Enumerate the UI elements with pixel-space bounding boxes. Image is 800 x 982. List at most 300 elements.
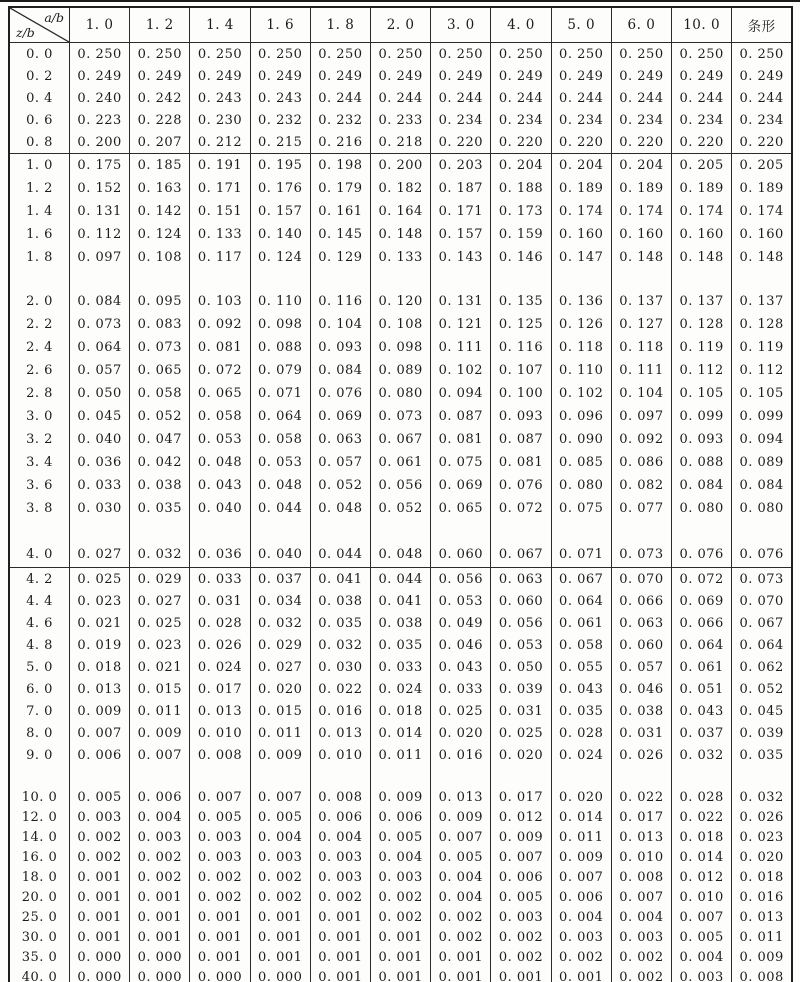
table-row: [9, 154, 792, 178]
value-cell: 0. 067: [491, 541, 551, 568]
value-cell: 0. 090: [551, 428, 611, 451]
value-cell: 0. 001: [250, 907, 310, 927]
column-header: 1. 0: [70, 7, 130, 43]
row-label: 35. 0: [21, 949, 58, 965]
value-cell: 0. 031: [611, 722, 671, 744]
table-row: [9, 405, 792, 428]
corner-label-z-over-b: z/b: [16, 25, 35, 40]
value-cell: 0. 010: [190, 722, 250, 744]
value-cell: 0. 001: [371, 967, 431, 982]
value-cell: 0. 234: [611, 109, 671, 131]
value-cell: 0. 243: [190, 87, 250, 109]
value-cell: 0. 065: [190, 382, 250, 405]
row-label: 1. 0: [26, 158, 53, 173]
value-cell: 0. 099: [672, 405, 732, 428]
value-cell: 0. 136: [551, 290, 611, 313]
value-cell: 0. 024: [551, 744, 611, 766]
row-label: 0. 2: [26, 68, 53, 84]
column-header: 5. 0: [551, 7, 611, 43]
value-cell: 0. 033: [70, 474, 130, 497]
column-header: 1. 8: [310, 7, 370, 43]
value-cell: 0. 026: [732, 807, 792, 827]
value-cell: 0. 084: [310, 359, 370, 382]
value-cell: 0. 163: [130, 177, 190, 200]
value-cell: 0. 097: [611, 405, 671, 428]
value-cell: 0. 006: [491, 867, 551, 887]
row-label: 0. 8: [9, 131, 70, 154]
value-cell: 0. 152: [70, 177, 130, 200]
value-cell: 0. 002: [130, 847, 190, 867]
value-cell: 0. 038: [371, 612, 431, 634]
influence-coefficient-table: [8, 6, 793, 982]
value-cell: 0. 030: [310, 656, 370, 678]
value-cell: 0. 009: [371, 787, 431, 807]
value-cell: 0. 072: [491, 497, 551, 520]
value-cell: 0. 207: [130, 131, 190, 154]
spacer-row: [9, 269, 792, 290]
value-cell: 0. 069: [310, 405, 370, 428]
value-cell: 0. 066: [611, 590, 671, 612]
value-cell: 0. 012: [672, 867, 732, 887]
value-cell: 0. 148: [732, 246, 792, 269]
value-cell: 0. 135: [491, 290, 551, 313]
value-cell: 0. 058: [250, 428, 310, 451]
value-cell: 0. 002: [250, 867, 310, 887]
value-cell: 0. 016: [310, 700, 370, 722]
row-label: 2. 2: [26, 317, 53, 332]
value-cell: 0. 018: [732, 867, 792, 887]
value-cell: 0. 250: [310, 43, 370, 66]
value-cell: 0. 064: [70, 336, 130, 359]
spacer-cell: [9, 269, 70, 290]
value-cell: 0. 198: [310, 154, 370, 178]
value-cell: 0. 038: [611, 700, 671, 722]
value-cell: 0. 124: [250, 246, 310, 269]
value-cell: 0. 189: [611, 177, 671, 200]
value-cell: 0. 067: [371, 428, 431, 451]
value-cell: 0. 174: [551, 200, 611, 223]
value-cell: 0. 013: [431, 787, 491, 807]
value-cell: 0. 016: [431, 744, 491, 766]
value-cell: 0. 036: [190, 541, 250, 568]
value-cell: 0. 092: [190, 313, 250, 336]
value-cell: 0. 055: [551, 656, 611, 678]
value-cell: 0. 099: [732, 405, 792, 428]
value-cell: 0. 007: [70, 722, 130, 744]
table-row: [9, 474, 792, 497]
value-cell: 0. 220: [491, 131, 551, 154]
value-cell: 0. 160: [551, 223, 611, 246]
value-cell: 0. 060: [431, 541, 491, 568]
value-cell: 0. 133: [190, 223, 250, 246]
value-cell: 0. 043: [190, 474, 250, 497]
value-cell: 0. 073: [130, 336, 190, 359]
value-cell: 0. 060: [611, 634, 671, 656]
value-cell: 0. 035: [732, 744, 792, 766]
value-cell: 0. 244: [551, 87, 611, 109]
value-cell: 0. 218: [371, 131, 431, 154]
value-cell: 0. 161: [310, 200, 370, 223]
value-cell: 0. 100: [491, 382, 551, 405]
value-cell: 0. 020: [551, 787, 611, 807]
value-cell: 0. 220: [431, 131, 491, 154]
value-cell: 0. 025: [491, 722, 551, 744]
value-cell: 0. 048: [310, 497, 370, 520]
value-cell: 0. 089: [371, 359, 431, 382]
spacer-cell: [190, 269, 250, 290]
value-cell: 0. 049: [431, 612, 491, 634]
row-label: 4. 2: [26, 571, 53, 587]
value-cell: 0. 073: [611, 541, 671, 568]
value-cell: 0. 157: [431, 223, 491, 246]
value-cell: 0. 073: [371, 405, 431, 428]
table-row: [9, 967, 792, 982]
value-cell: 0. 022: [611, 787, 671, 807]
value-cell: 0. 250: [130, 43, 190, 66]
value-cell: 0. 018: [70, 656, 130, 678]
value-cell: 0. 017: [190, 678, 250, 700]
value-cell: 0. 108: [371, 313, 431, 336]
value-cell: 0. 009: [732, 947, 792, 967]
table-row: [9, 807, 792, 827]
value-cell: 0. 048: [190, 451, 250, 474]
row-label: 0. 4: [26, 90, 53, 106]
row-label: 2. 8: [26, 386, 53, 401]
spacer-cell: [431, 766, 491, 787]
value-cell: 0. 024: [190, 656, 250, 678]
value-cell: 0. 011: [250, 722, 310, 744]
column-header: 1. 6: [250, 7, 310, 43]
value-cell: 0. 160: [611, 223, 671, 246]
value-cell: 0. 032: [672, 744, 732, 766]
row-label: 4. 0: [9, 541, 70, 568]
value-cell: 0. 002: [431, 927, 491, 947]
value-cell: 0. 137: [611, 290, 671, 313]
value-cell: 0. 004: [371, 847, 431, 867]
value-cell: 0. 148: [611, 246, 671, 269]
value-cell: 0. 065: [431, 497, 491, 520]
value-cell: 0. 001: [491, 967, 551, 982]
value-cell: 0. 205: [672, 154, 732, 178]
value-cell: 0. 006: [310, 807, 370, 827]
value-cell: 0. 009: [491, 827, 551, 847]
value-cell: 0. 249: [732, 65, 792, 87]
value-cell: 0. 001: [250, 927, 310, 947]
value-cell: 0. 174: [732, 200, 792, 223]
value-cell: 0. 009: [551, 847, 611, 867]
value-cell: 0. 000: [250, 967, 310, 982]
value-cell: 0. 032: [130, 541, 190, 568]
value-cell: 0. 045: [70, 405, 130, 428]
value-cell: 0. 002: [371, 887, 431, 907]
value-cell: 0. 001: [310, 967, 370, 982]
value-cell: 0. 189: [672, 177, 732, 200]
value-cell: 0. 171: [190, 177, 250, 200]
value-cell: 0. 064: [732, 634, 792, 656]
value-cell: 0. 036: [70, 451, 130, 474]
value-cell: 0. 063: [491, 568, 551, 591]
value-cell: 0. 234: [672, 109, 732, 131]
value-cell: 0. 004: [672, 947, 732, 967]
value-cell: 0. 052: [371, 497, 431, 520]
value-cell: 0. 145: [310, 223, 370, 246]
row-label: 10. 0: [21, 789, 58, 805]
value-cell: 0. 025: [130, 612, 190, 634]
value-cell: 0. 174: [672, 200, 732, 223]
value-cell: 0. 003: [190, 847, 250, 867]
table-row: [9, 65, 792, 87]
value-cell: 0. 105: [672, 382, 732, 405]
value-cell: 0. 250: [250, 43, 310, 66]
value-cell: 0. 020: [250, 678, 310, 700]
value-cell: 0. 067: [732, 612, 792, 634]
column-header: 4. 0: [491, 7, 551, 43]
value-cell: 0. 121: [431, 313, 491, 336]
value-cell: 0. 003: [611, 927, 671, 947]
value-cell: 0. 234: [491, 109, 551, 131]
table-row: [9, 590, 792, 612]
value-cell: 0. 076: [310, 382, 370, 405]
spacer-cell: [371, 269, 431, 290]
row-label: 6. 0: [26, 681, 53, 697]
value-cell: 0. 027: [130, 590, 190, 612]
value-cell: 0. 249: [431, 65, 491, 87]
value-cell: 0. 003: [551, 927, 611, 947]
value-cell: 0. 064: [672, 634, 732, 656]
value-cell: 0. 110: [551, 359, 611, 382]
value-cell: 0. 046: [431, 634, 491, 656]
value-cell: 0. 008: [611, 867, 671, 887]
table-row: [9, 541, 792, 568]
value-cell: 0. 044: [310, 541, 370, 568]
table-row: [9, 612, 792, 634]
value-cell: 0. 151: [190, 200, 250, 223]
value-cell: 0. 031: [190, 590, 250, 612]
table-row: [9, 700, 792, 722]
value-cell: 0. 009: [431, 807, 491, 827]
spacer-cell: [431, 520, 491, 541]
value-cell: 0. 001: [190, 907, 250, 927]
value-cell: 0. 131: [70, 200, 130, 223]
value-cell: 0. 191: [190, 154, 250, 178]
value-cell: 0. 000: [190, 967, 250, 982]
value-cell: 0. 057: [310, 451, 370, 474]
row-label: 3. 0: [26, 409, 53, 424]
spacer-cell: [371, 766, 431, 787]
value-cell: 0. 003: [70, 807, 130, 827]
value-cell: 0. 160: [732, 223, 792, 246]
table-row: [9, 428, 792, 451]
row-label: 20. 0: [21, 889, 58, 905]
column-header: 2. 0: [371, 7, 431, 43]
value-cell: 0. 003: [491, 907, 551, 927]
row-label: 8. 0: [26, 725, 53, 741]
value-cell: 0. 084: [732, 474, 792, 497]
value-cell: 0. 250: [672, 43, 732, 66]
value-cell: 0. 081: [491, 451, 551, 474]
value-cell: 0. 176: [250, 177, 310, 200]
value-cell: 0. 147: [551, 246, 611, 269]
value-cell: 0. 203: [431, 154, 491, 178]
value-cell: 0. 037: [250, 568, 310, 591]
value-cell: 0. 084: [672, 474, 732, 497]
value-cell: 0. 004: [551, 907, 611, 927]
value-cell: 0. 133: [371, 246, 431, 269]
value-cell: 0. 052: [310, 474, 370, 497]
value-cell: 0. 173: [491, 200, 551, 223]
value-cell: 0. 234: [551, 109, 611, 131]
value-cell: 0. 035: [130, 497, 190, 520]
value-cell: 0. 075: [551, 497, 611, 520]
table-row: [9, 927, 792, 947]
table-row: [9, 109, 792, 131]
value-cell: 0. 250: [431, 43, 491, 66]
value-cell: 0. 249: [611, 65, 671, 87]
value-cell: 0. 080: [732, 497, 792, 520]
value-cell: 0. 012: [491, 807, 551, 827]
value-cell: 0. 006: [130, 787, 190, 807]
spacer-cell: [672, 269, 732, 290]
value-cell: 0. 160: [672, 223, 732, 246]
value-cell: 0. 002: [70, 827, 130, 847]
value-cell: 0. 001: [130, 927, 190, 947]
value-cell: 0. 095: [130, 290, 190, 313]
value-cell: 0. 119: [672, 336, 732, 359]
spacer-cell: [732, 269, 792, 290]
value-cell: 0. 002: [491, 947, 551, 967]
row-label: 0. 0: [26, 46, 53, 62]
value-cell: 0. 038: [310, 590, 370, 612]
spacer-cell: [672, 766, 732, 787]
value-cell: 0. 102: [431, 359, 491, 382]
top-rule: [0, 0, 800, 2]
value-cell: 0. 043: [551, 678, 611, 700]
value-cell: 0. 080: [672, 497, 732, 520]
value-cell: 0. 128: [732, 313, 792, 336]
value-cell: 0. 069: [672, 590, 732, 612]
table-row: [9, 200, 792, 223]
value-cell: 0. 142: [130, 200, 190, 223]
spacer-cell: [250, 269, 310, 290]
value-cell: 0. 028: [190, 612, 250, 634]
table-row: [9, 223, 792, 246]
value-cell: 0. 001: [130, 907, 190, 927]
value-cell: 0. 004: [431, 887, 491, 907]
spacer-cell: [310, 520, 370, 541]
value-cell: 0. 005: [70, 787, 130, 807]
value-cell: 0. 040: [250, 541, 310, 568]
value-cell: 0. 035: [371, 634, 431, 656]
value-cell: 0. 009: [130, 722, 190, 744]
value-cell: 0. 234: [732, 109, 792, 131]
value-cell: 0. 001: [551, 967, 611, 982]
value-cell: 0. 050: [491, 656, 551, 678]
value-cell: 0. 044: [250, 497, 310, 520]
value-cell: 0. 174: [611, 200, 671, 223]
value-cell: 0. 118: [551, 336, 611, 359]
column-header: 6. 0: [611, 7, 671, 43]
value-cell: 0. 250: [70, 43, 130, 66]
value-cell: 0. 071: [250, 382, 310, 405]
row-label: 4. 6: [26, 615, 53, 631]
table-row: [9, 744, 792, 766]
value-cell: 0. 053: [190, 428, 250, 451]
value-cell: 0. 230: [190, 109, 250, 131]
row-label: 25. 0: [21, 909, 58, 925]
value-cell: 0. 220: [672, 131, 732, 154]
value-cell: 0. 003: [310, 847, 370, 867]
value-cell: 0. 071: [551, 541, 611, 568]
value-cell: 0. 007: [431, 827, 491, 847]
table-row: [9, 947, 792, 967]
value-cell: 0. 076: [672, 541, 732, 568]
value-cell: 0. 072: [672, 568, 732, 591]
value-cell: 0. 119: [732, 336, 792, 359]
value-cell: 0. 003: [130, 827, 190, 847]
value-cell: 0. 232: [250, 109, 310, 131]
row-label: 9. 0: [26, 747, 53, 763]
value-cell: 0. 129: [310, 246, 370, 269]
corner-cell: [9, 7, 70, 43]
value-cell: 0. 244: [310, 87, 370, 109]
value-cell: 0. 040: [70, 428, 130, 451]
value-cell: 0. 023: [70, 590, 130, 612]
value-cell: 0. 013: [611, 827, 671, 847]
value-cell: 0. 111: [611, 359, 671, 382]
value-cell: 0. 182: [371, 177, 431, 200]
value-cell: 0. 011: [732, 927, 792, 947]
value-cell: 0. 011: [130, 700, 190, 722]
table-row: [9, 497, 792, 520]
value-cell: 0. 097: [70, 246, 130, 269]
table-row: [9, 867, 792, 887]
value-cell: 0. 021: [70, 612, 130, 634]
value-cell: 0. 087: [431, 405, 491, 428]
value-cell: 0. 010: [611, 847, 671, 867]
value-cell: 0. 003: [371, 867, 431, 887]
row-label: 14. 0: [21, 829, 58, 845]
row-label: 3. 6: [26, 478, 53, 493]
value-cell: 0. 084: [70, 290, 130, 313]
value-cell: 0. 031: [491, 700, 551, 722]
value-cell: 0. 033: [431, 678, 491, 700]
value-cell: 0. 250: [551, 43, 611, 66]
value-cell: 0. 011: [551, 827, 611, 847]
value-cell: 0. 020: [732, 847, 792, 867]
value-cell: 0. 022: [672, 807, 732, 827]
value-cell: 0. 112: [732, 359, 792, 382]
spacer-cell: [491, 520, 551, 541]
value-cell: 0. 001: [70, 887, 130, 907]
value-cell: 0. 001: [190, 927, 250, 947]
value-cell: 0. 008: [310, 787, 370, 807]
spacer-cell: [431, 269, 491, 290]
value-cell: 0. 028: [672, 787, 732, 807]
value-cell: 0. 146: [491, 246, 551, 269]
value-cell: 0. 243: [250, 87, 310, 109]
table-row: [9, 131, 792, 154]
value-cell: 0. 076: [491, 474, 551, 497]
spacer-cell: [672, 520, 732, 541]
value-cell: 0. 029: [250, 634, 310, 656]
value-cell: 0. 008: [732, 967, 792, 982]
value-cell: 0. 164: [371, 200, 431, 223]
value-cell: 0. 007: [130, 744, 190, 766]
value-cell: 0. 205: [732, 154, 792, 178]
spacer-cell: [611, 520, 671, 541]
value-cell: 0. 242: [130, 87, 190, 109]
value-cell: 0. 010: [672, 887, 732, 907]
